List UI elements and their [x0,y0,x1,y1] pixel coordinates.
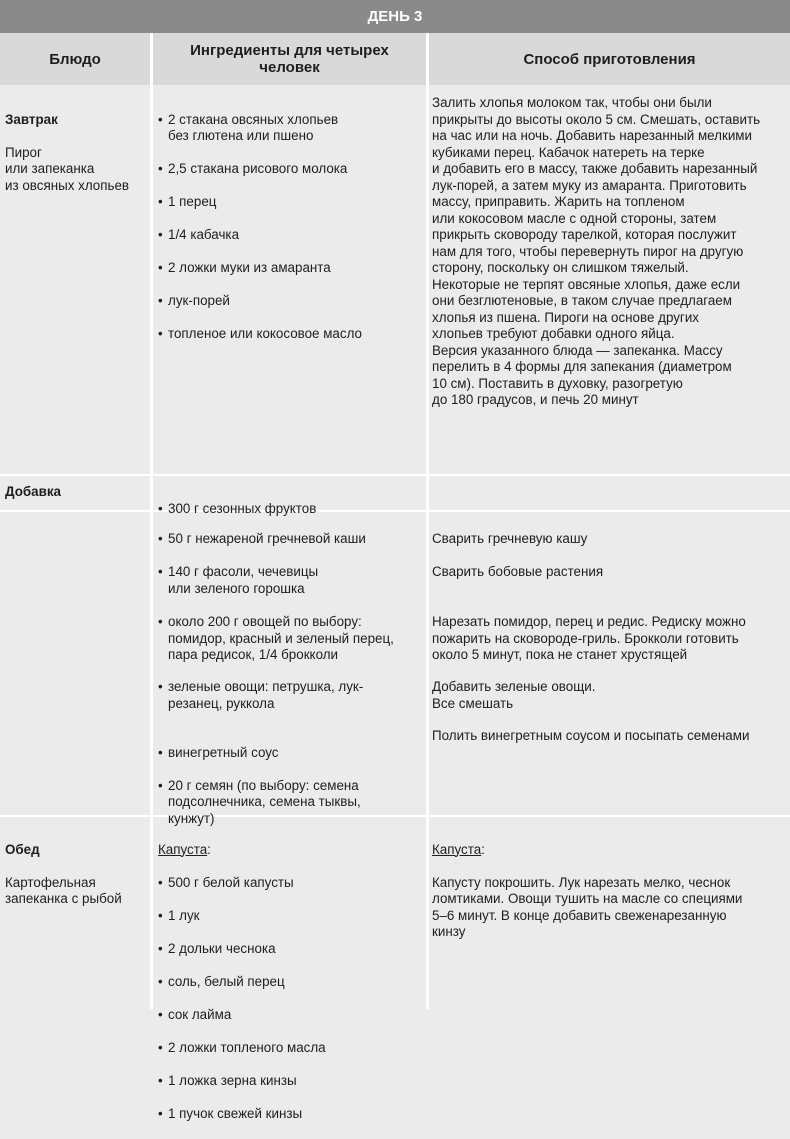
row-divider [0,474,790,476]
salad-method: Сварить гречневую кашу [432,531,588,546]
list-item: • 500 г белой капусты [158,875,424,892]
snack-ingredients [158,484,424,534]
subheading-text: Капуста [432,841,482,857]
salad-method: Сварить бобовые растения [432,564,604,579]
list-item: • 1 ложка зерна кинзы [158,1073,424,1090]
list-item: • 2 дольки чеснока [158,941,424,958]
lunch-method [432,825,788,957]
list-item: • 2 ложки топленого масла [158,1040,424,1057]
lunch-name: Картофельная запеканка с рыбой [5,874,122,906]
breakfast-label: Завтрак [5,111,58,127]
list-item: • 140 г фасоли, чечевицы или зеленого горошка [158,564,424,597]
list-item: • 1 лук [158,908,424,925]
subheading-text: Капуста [158,841,208,857]
breakfast-dish [5,95,147,211]
header-method: Способ приготовления [429,33,790,85]
column-divider [426,33,429,1009]
lunch-ingredients [158,825,424,1139]
list-item: • 300 г сезонных фруктов [158,501,424,518]
subheading-colon: : [207,841,211,857]
list-item: • винегретный соус [158,745,424,762]
list-item: • соль, белый перец [158,974,424,991]
salad-method: Полить винегретным соусом и посыпать семенами [432,728,750,743]
salad-method: Нарезать помидор, перец и редис. Редиску можно пожарить на сковороде-гриль. Брокколи готовить около 5 минут, пока не станет хрустящей [432,614,746,662]
salad-method: Добавить зеленые овощи. Все смешать [432,679,596,711]
header-ingredients: Ингредиенты для четырех человек [153,33,426,85]
day-title: ДЕНЬ 3 [0,0,790,33]
breakfast-ingredients [158,95,424,359]
breakfast-method: Залить хлопья молоком так, чтобы они были прикрыты до высоты около 5 см. Смешать, оставить на час или на ночь. Добавить нарезанный мелкими кубиками перец. Кабачок натереть на терке и добавить его в массу, также добавить нарезанный лук-порей, а затем муку из амаранта. Приготовить массу, приправить. Жарить на топленом или кокосовом масле с одной стороны, затем прикрыть сковороду тарелкой, которая послужит нам для того, чтобы перевернуть пирог на другую сторону, поскольку он слишком тяжелый. Некоторые не терпят овсяные хлопья, даже если они безглютеновые, в таком случае предлагаем хлопья из пшена. Пироги на основе других хлопьев требуют добавки одного яйца. Версия указанного блюда — запеканка. Массу перелить в 4 формы для запекания (диаметром 10 см). Поставить в духовку, разогретую до 180 градусов, и печь 20 минут [432,95,761,407]
list-item: • сок лайма [158,1007,424,1024]
list-item: • 1/4 кабачка [158,227,424,244]
subheading-colon: : [481,841,485,857]
breakfast-name: Пирог или запеканка из овсяных хлопьев [5,144,130,193]
lunch-subheading [158,842,424,859]
column-divider [150,33,153,1009]
list-item: • топленое или кокосовое масло [158,326,424,343]
list-item: • 2 стакана овсяных хлопьев без глютена или пшено [158,112,424,145]
list-item: • 20 г семян (по выбору: семена подсолнечника, семена тыквы, кунжут) [158,778,424,828]
list-item: • 2,5 стакана рисового молока [158,161,424,178]
salad-ingredient [158,531,424,548]
list-item: • 2 ложки муки из амаранта [158,260,424,277]
list-item: • зеленые овощи: петрушка, лук- резанец, руккола [158,679,424,712]
salad-ingredient [158,564,424,597]
list-item: • 50 г нежареной гречневой каши [158,531,424,548]
header-dish: Блюдо [0,33,150,85]
list-item: • лук-порей [158,293,424,310]
salad-ingredient [158,679,424,712]
lunch-dish [5,825,147,924]
salad-ingredient [158,614,424,664]
lunch-method-subheading [432,842,788,859]
list-item: • 1 перец [158,194,424,211]
lunch-label: Обед [5,841,40,857]
list-item: • 1 пучок свежей кинзы [158,1106,424,1123]
snack-label: Добавка [5,484,61,499]
list-item: • около 200 г овощей по выбору: помидор, красный и зеленый перец, пара редисок, 1/4 брокколи [158,614,424,664]
lunch-method-text: Капусту покрошить. Лук нарезать мелко, чеснок ломтиками. Овощи тушить на масле со специями 5–6 минут. В конце добавить свеженарезанную кинзу [432,874,743,939]
